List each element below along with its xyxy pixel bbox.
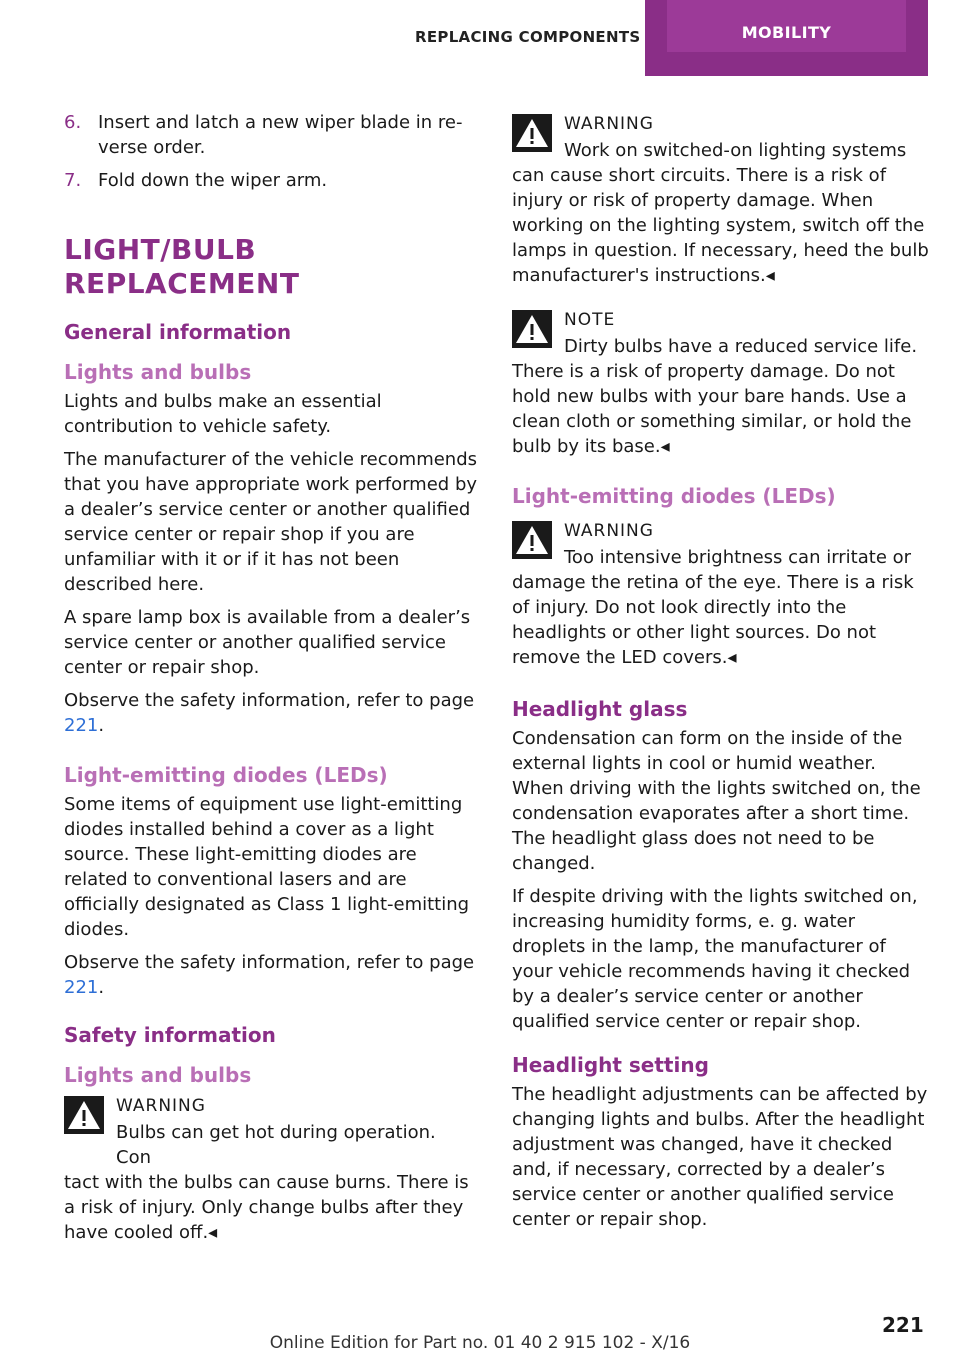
warning-label: WARNING bbox=[564, 521, 654, 541]
paragraph: Some items of equipment use light-emitting diodes installed behind a cover as a light source. These light-emitting diodes are related to conventional lasers and are officially designated as Class 1 light-emitting diodes. bbox=[64, 794, 470, 940]
warning-triangle-icon bbox=[512, 521, 552, 559]
paragraph: The headlight adjustments can be affected by changing lights and bulbs. After the headlight adjustment was changed, have it checked and, if necessary, corrected by a dealer’s service center or another qualified service center or repair shop. bbox=[512, 1084, 928, 1230]
warning-text: tact with the bulbs can cause burns. There is a risk of injury. Only change bulbs after they have cooled off.◂ bbox=[64, 1172, 469, 1243]
reference-text: Observe the safety information, refer to page bbox=[64, 690, 475, 711]
general-info-heading: General information bbox=[64, 320, 292, 344]
leds-heading: Light-emitting diodes (LEDs) bbox=[64, 763, 388, 787]
header-section-label: REPLACING COMPONENTS bbox=[415, 28, 641, 46]
lights-bulbs-heading: Lights and bulbs bbox=[64, 360, 252, 384]
warning-text: can cause short circuits. There is a risk of injury or risk of property damage. When working on the lighting system, switch off the lamps in question. If necessary, heed the bulb manufacturer's instructions.◂ bbox=[512, 165, 929, 286]
paragraph-with-reference bbox=[64, 688, 482, 738]
warning-first-line: Work on switched-on lighting systems bbox=[564, 140, 907, 161]
leds-heading: Light-emitting diodes (LEDs) bbox=[512, 484, 836, 508]
left-column bbox=[64, 110, 482, 1263]
warning-box bbox=[512, 110, 930, 288]
paragraph: The manufacturer of the vehicle recommends that you have appropriate work performed by a dealer’s service center or another qualified service center or repair shop if you are unfamiliar with it or if it has not been described here. bbox=[64, 449, 478, 595]
step-text: Insert and latch a new wiper blade in reverse order. bbox=[98, 112, 463, 158]
paragraph: Condensation can form on the inside of the external lights in cool or humid weather. When driving with the lights switched on, the condensation evaporates after a short time. The headlight glass does not need to be changed. bbox=[512, 728, 921, 874]
warning-label: WARNING bbox=[116, 1096, 206, 1116]
page-reference-link[interactable]: 221 bbox=[64, 715, 99, 736]
warning-triangle-icon bbox=[64, 1096, 104, 1134]
paragraph: Lights and bulbs make an essential contribution to vehicle safety. bbox=[64, 391, 382, 437]
warning-triangle-icon bbox=[512, 310, 552, 348]
note-first-line: Dirty bulbs have a reduced service life. bbox=[564, 336, 918, 357]
safety-info-heading: Safety information bbox=[64, 1023, 276, 1047]
note-label: NOTE bbox=[564, 310, 616, 330]
warning-text: damage the retina of the eye. There is a risk of injury. Do not look directly into the headlights or other light sources. Do not remove the LED covers.◂ bbox=[512, 572, 914, 668]
header-tab bbox=[645, 0, 928, 76]
warning-label: WARNING bbox=[564, 114, 654, 134]
step-6 bbox=[64, 110, 482, 160]
step-text: Fold down the wiper arm. bbox=[98, 170, 328, 191]
step-7 bbox=[64, 168, 482, 193]
page-number: 221 bbox=[882, 1313, 924, 1337]
paragraph: If despite driving with the lights switched on, increasing humidity forms, e. g. water droplets in the lamp, the manufacturer of your vehicle recommends having it checked by a dealer’s service center or another qualified service center or repair shop. bbox=[512, 886, 918, 1032]
lights-bulbs-heading: Lights and bulbs bbox=[64, 1063, 252, 1087]
headlight-glass-heading: Headlight glass bbox=[512, 697, 688, 721]
paragraph-with-reference bbox=[64, 950, 482, 1000]
warning-triangle-icon bbox=[512, 114, 552, 152]
note-text: There is a risk of property damage. Do not hold new bulbs with your bare hands. Use a clean cloth or something similar, or hold the bulb by its base.◂ bbox=[512, 361, 912, 457]
note-box bbox=[512, 306, 930, 459]
headlight-setting-heading: Headlight setting bbox=[512, 1053, 709, 1077]
warning-first-line: Bulbs can get hot during operation. Con bbox=[116, 1122, 436, 1168]
reference-suffix: . bbox=[98, 977, 105, 998]
right-column bbox=[512, 110, 930, 1240]
chapter-heading: LIGHT/BULB REPLACEMENT bbox=[64, 233, 300, 300]
warning-first-line: Too intensive brightness can irritate or bbox=[564, 547, 912, 568]
warning-box bbox=[64, 1092, 482, 1245]
reference-text: Observe the safety information, refer to page bbox=[64, 952, 475, 973]
page-reference-link[interactable]: 221 bbox=[64, 977, 99, 998]
footer-edition: Online Edition for Part no. 01 40 2 915 102 - X/16 bbox=[269, 1333, 691, 1353]
warning-box bbox=[512, 517, 930, 670]
paragraph: A spare lamp box is available from a dealer’s service center or another qualified service center or repair shop. bbox=[64, 607, 471, 678]
step-number: 6. bbox=[64, 112, 82, 133]
step-number: 7. bbox=[64, 170, 82, 191]
reference-suffix: . bbox=[98, 715, 105, 736]
header-tab-label: MOBILITY bbox=[667, 0, 906, 52]
